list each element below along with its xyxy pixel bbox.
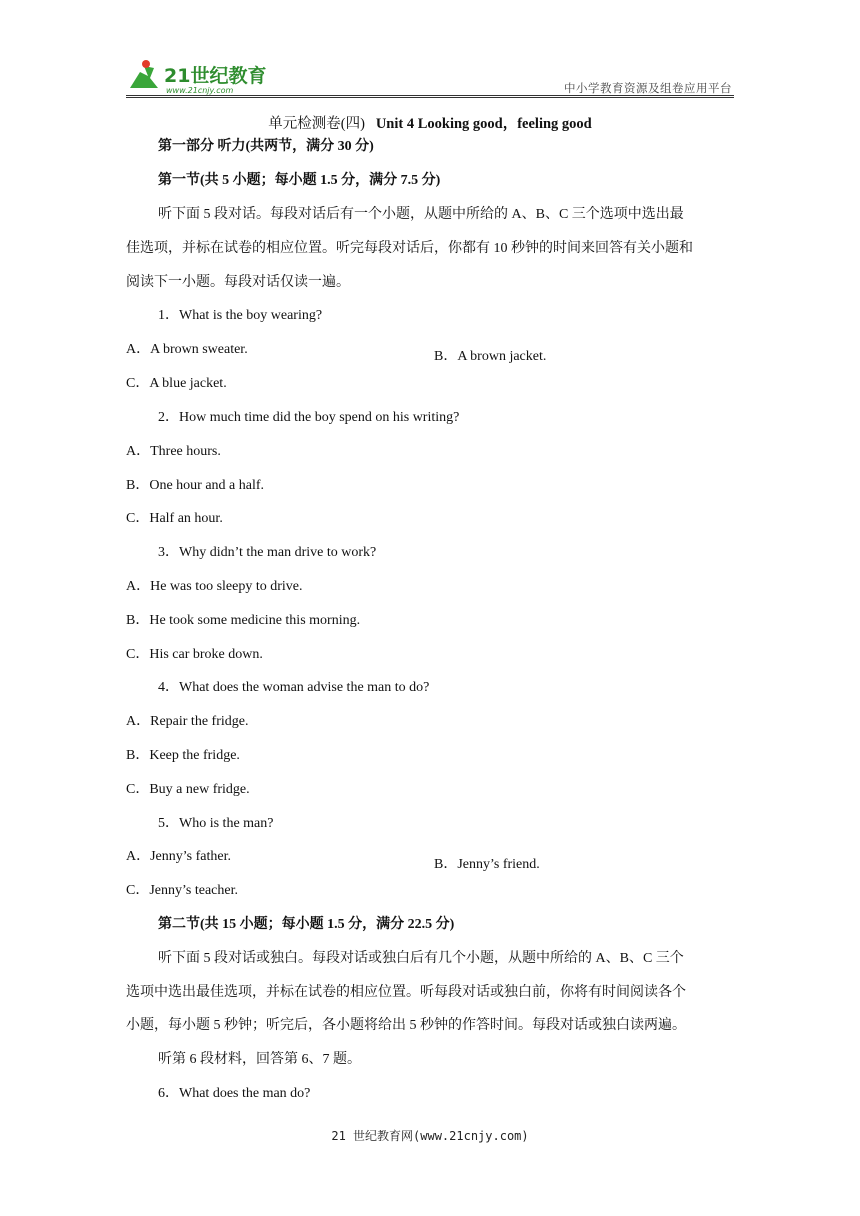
document-line: 听下面 5 段对话或独白。每段对话或独白后有几个小题，从题中所给的 A、B、C 三个 [158, 951, 684, 966]
option-1b: B．A brown jacket. [434, 349, 547, 364]
document-line: A．Repair the fridge. [126, 714, 249, 729]
document-line: B．Keep the fridge. [126, 748, 240, 763]
document-line: 2．How much time did the boy spend on his writing? [158, 410, 460, 425]
logo-icon [126, 58, 286, 96]
document-line: 阅读下一小题。每段对话仅读一遍。 [126, 275, 350, 290]
page-header [126, 58, 734, 98]
document-line: 第一节(共 5 小题；每小题 1.5 分，满分 7.5 分) [158, 173, 441, 188]
header-divider [126, 95, 734, 96]
document-line: C．Buy a new fridge. [126, 782, 250, 797]
page-footer: 21 世纪教育网(www.21cnjy.com) [331, 1129, 529, 1143]
document-line: A．Three hours. [126, 444, 221, 459]
document-line: 第二节(共 15 小题；每小题 1.5 分，满分 22.5 分) [158, 917, 455, 932]
document-line: 选项中选出最佳选项，并标在试卷的相应位置。听每段对话或独白前，你将有时间阅读各个 [126, 985, 686, 1000]
option-5b: B．Jenny’s friend. [434, 857, 540, 872]
svg-text:21世纪教育: 21世纪教育 [164, 65, 267, 87]
document-line: 6．What does the man do? [158, 1086, 311, 1101]
document-line: 听第 6 段材料，回答第 6、7 题。 [158, 1052, 361, 1067]
document-line: 4．What does the woman advise the man to do? [158, 680, 430, 695]
header-divider-2 [126, 97, 734, 98]
document-line: C．A blue jacket. [126, 376, 227, 391]
document-line: C．Half an hour. [126, 511, 223, 526]
document-line: 3．Why didn’t the man drive to work? [158, 545, 377, 560]
document-line: 小题，每小题 5 秒钟；听完后，各小题将给出 5 秒钟的作答时间。每段对话或独白读两遍。 [126, 1018, 686, 1033]
svg-text:www.21cnjy.com: www.21cnjy.com [166, 86, 234, 95]
document-line: 听下面 5 段对话。每段对话后有一个小题，从题中所给的 A、B、C 三个选项中选出最 [158, 207, 684, 222]
document-line: 佳选项，并标在试卷的相应位置。听完每段对话后，你都有 10 秒钟的时间来回答有关小题和 [126, 241, 693, 256]
platform-label: 中小学教育资源及组卷应用平台 [564, 81, 732, 95]
document-line: A．Jenny’s father. [126, 849, 231, 864]
document-line: B．He took some medicine this morning. [126, 613, 361, 628]
page-title [0, 112, 860, 133]
title-part1: 单元检测卷(四) [268, 116, 365, 132]
document-line: 1．What is the boy wearing? [158, 308, 323, 323]
document-line: A．A brown sweater. [126, 342, 248, 357]
document-line: 5．Who is the man? [158, 816, 274, 831]
document-line: C．His car broke down. [126, 647, 263, 662]
document-line: 第一部分 听力(共两节，满分 30 分) [158, 139, 374, 154]
document-line: A．He was too sleepy to drive. [126, 579, 303, 594]
document-line: B．One hour and a half. [126, 478, 265, 493]
document-line: C．Jenny’s teacher. [126, 883, 238, 898]
title-part2: Unit 4 Looking good，feeling good [375, 116, 592, 132]
